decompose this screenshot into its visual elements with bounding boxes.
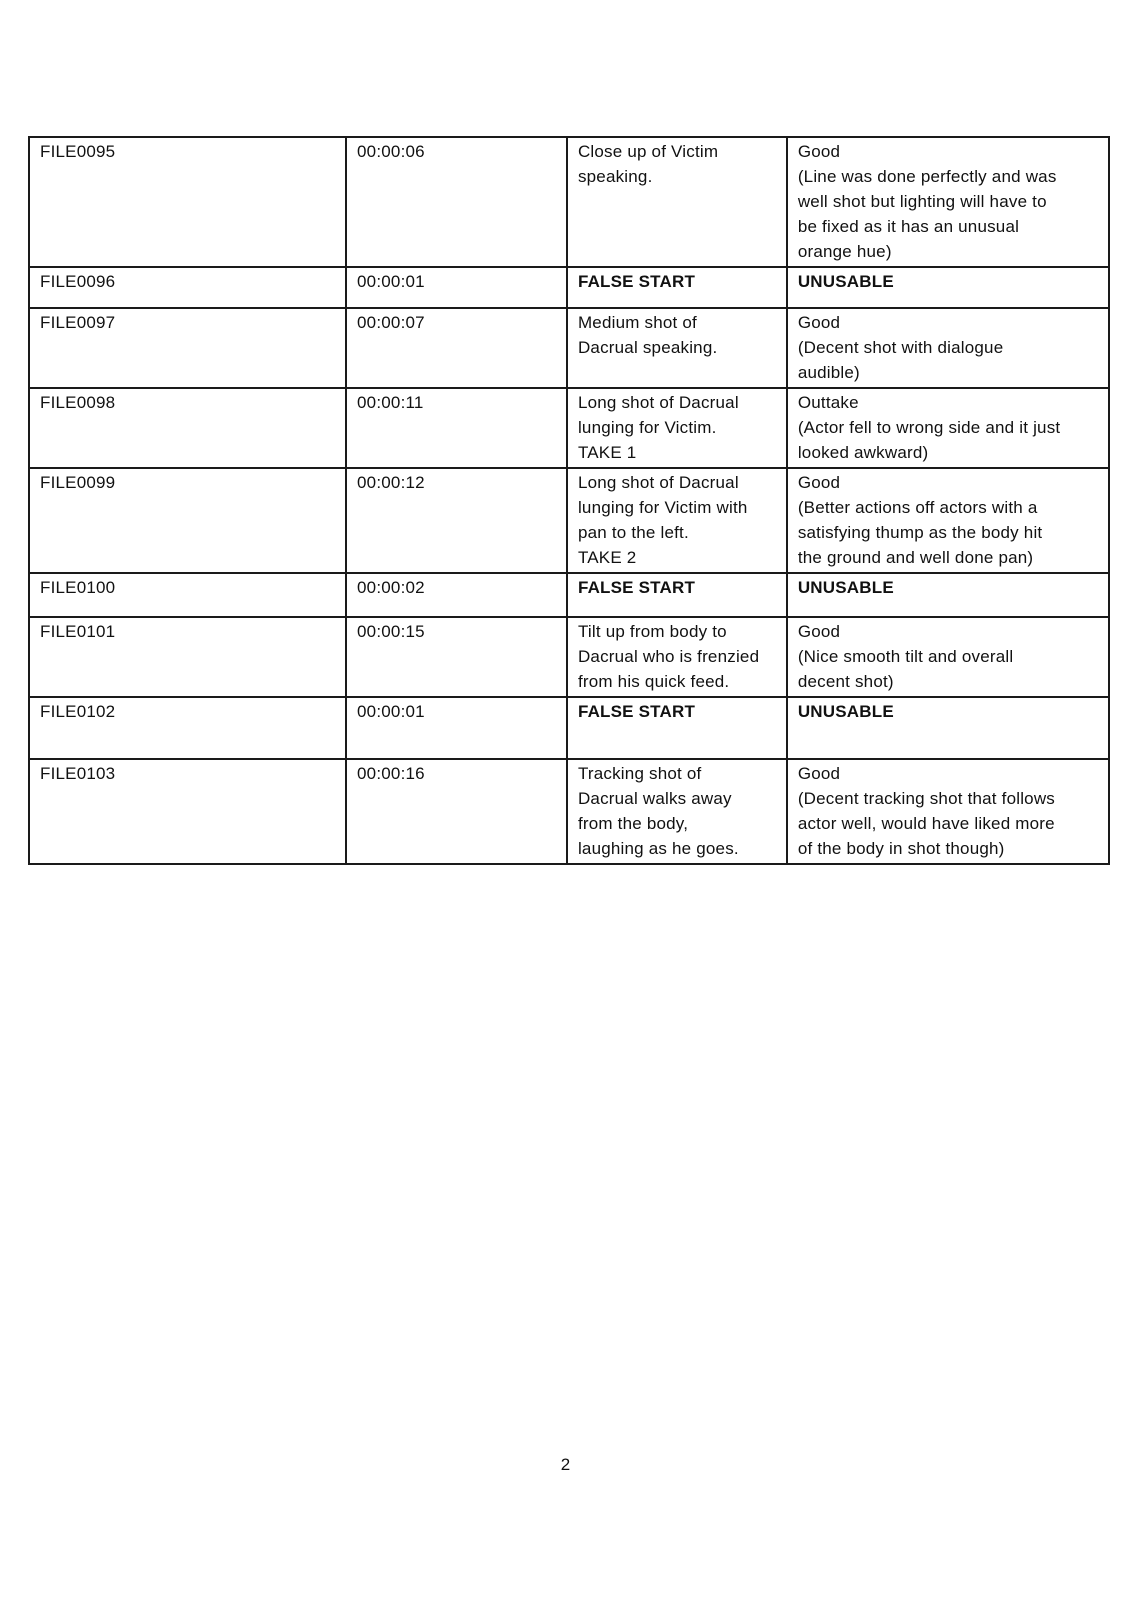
description-line: TAKE 1 [577,443,637,462]
description-cell [567,697,787,759]
notes-line: (Line was done perfectly and was [797,167,1057,186]
notes-cell [787,697,1109,759]
description-line: laughing as he goes. [577,839,739,858]
notes-cell [787,388,1109,468]
notes-line: the ground and well done pan) [797,548,1034,567]
notes-line: (Actor fell to wrong side and it just [797,418,1061,437]
duration-cell: 00:00:07 [346,308,567,388]
notes-cell [787,468,1109,573]
description-cell [567,468,787,573]
file-name-cell: FILE0101 [29,617,346,697]
description-line: lunging for Victim. [577,418,717,437]
description-line: Tilt up from body to [577,622,727,641]
duration-cell: 00:00:12 [346,468,567,573]
description-line: Dacrual walks away [577,789,732,808]
notes-line: looked awkward) [797,443,929,462]
file-name-cell: FILE0100 [29,573,346,617]
notes-line: Good [797,142,841,161]
notes-cell [787,573,1109,617]
notes-line: satisfying thump as the body hit [797,523,1043,542]
notes-line: decent shot) [797,672,894,691]
notes-line: (Decent tracking shot that follows [797,789,1056,808]
description-line: FALSE START [577,272,696,291]
duration-cell: 00:00:01 [346,697,567,759]
table-row [29,468,1109,573]
notes-cell [787,759,1109,864]
table-row [29,308,1109,388]
description-cell [567,573,787,617]
duration-cell: 00:00:02 [346,573,567,617]
table-row [29,267,1109,308]
notes-cell [787,308,1109,388]
notes-line: be fixed as it has an unusual [797,217,1020,236]
notes-line: UNUSABLE [797,702,894,721]
notes-line: Good [797,313,841,332]
notes-line: Good [797,764,841,783]
description-cell [567,388,787,468]
description-cell [567,617,787,697]
duration-cell: 00:00:15 [346,617,567,697]
file-name-cell: FILE0099 [29,468,346,573]
description-line: Long shot of Dacrual [577,393,739,412]
notes-line: actor well, would have liked more [797,814,1055,833]
description-line: pan to the left. [577,523,689,542]
file-name-cell: FILE0097 [29,308,346,388]
description-line: FALSE START [577,702,696,721]
duration-cell: 00:00:16 [346,759,567,864]
description-line: TAKE 2 [577,548,637,567]
footage-log-body [29,137,1109,864]
notes-line: orange hue) [797,242,892,261]
description-line: from his quick feed. [577,672,730,691]
notes-line: (Decent shot with dialogue [797,338,1004,357]
table-row [29,137,1109,267]
description-line: Long shot of Dacrual [577,473,739,492]
description-line: Medium shot of [577,313,697,332]
notes-line: UNUSABLE [797,578,894,597]
notes-line: of the body in shot though) [797,839,1005,858]
notes-cell [787,267,1109,308]
description-cell [567,267,787,308]
file-name-cell: FILE0102 [29,697,346,759]
description-cell [567,759,787,864]
description-line: speaking. [577,167,653,186]
description-line: Tracking shot of [577,764,702,783]
notes-line: Good [797,473,841,492]
file-name-cell: FILE0095 [29,137,346,267]
notes-line: audible) [797,363,860,382]
table-row [29,573,1109,617]
file-name-cell: FILE0096 [29,267,346,308]
table-row [29,617,1109,697]
description-line: from the body, [577,814,689,833]
duration-cell: 00:00:06 [346,137,567,267]
notes-cell [787,137,1109,267]
footage-log-table [28,136,1110,865]
file-name-cell: FILE0098 [29,388,346,468]
notes-line: Good [797,622,841,641]
description-line: Dacrual speaking. [577,338,718,357]
description-line: lunging for Victim with [577,498,748,517]
table-row [29,697,1109,759]
description-cell [567,308,787,388]
notes-line: Outtake [797,393,859,412]
description-cell [567,137,787,267]
notes-line: (Nice smooth tilt and overall [797,647,1014,666]
table-row [29,388,1109,468]
duration-cell: 00:00:11 [346,388,567,468]
notes-line: UNUSABLE [797,272,894,291]
notes-cell [787,617,1109,697]
notes-line: well shot but lighting will have to [797,192,1047,211]
description-line: FALSE START [577,578,696,597]
table-row [29,759,1109,864]
notes-line: (Better actions off actors with a [797,498,1038,517]
description-line: Close up of Victim [577,142,719,161]
file-name-cell: FILE0103 [29,759,346,864]
page-number: 2 [560,1455,571,1474]
duration-cell: 00:00:01 [346,267,567,308]
description-line: Dacrual who is frenzied [577,647,760,666]
